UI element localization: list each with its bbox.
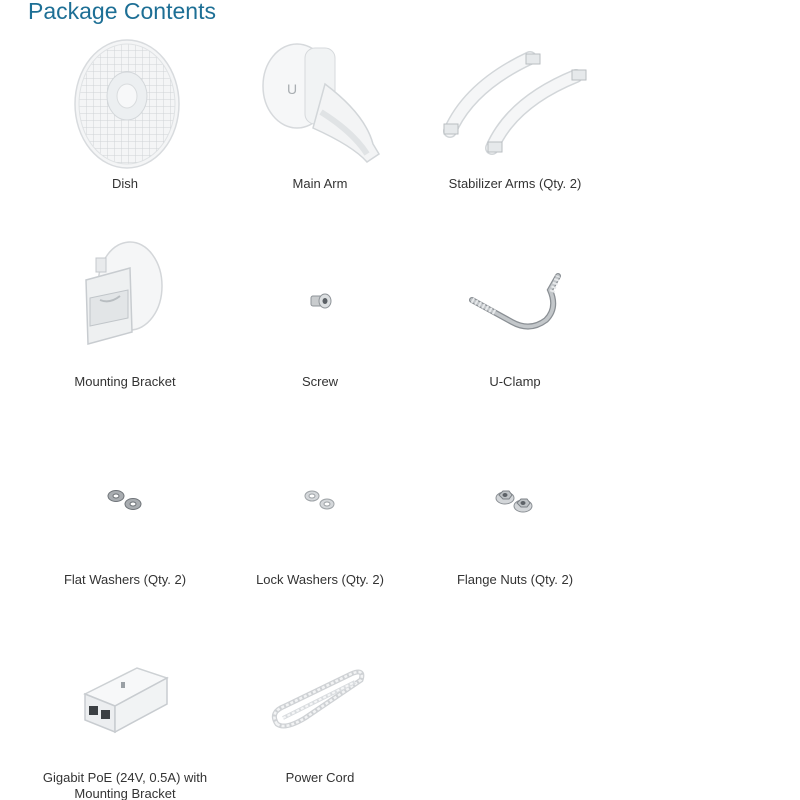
item-label: Dish (111, 176, 138, 191)
power-cord-icon (222, 662, 418, 736)
svg-text:U: U (287, 81, 298, 97)
dish-icon (27, 36, 223, 171)
screw-icon (222, 288, 418, 314)
item-label: Flange Nuts (Qty. 2) (456, 572, 574, 587)
item-label: Stabilizer Arms (Qty. 2) (448, 176, 582, 191)
mounting-bracket-icon (27, 240, 223, 365)
page-title: Package Contents (28, 0, 216, 24)
main-arm-icon (222, 36, 418, 171)
poe-adapter-icon (27, 660, 223, 736)
u-clamp-icon (417, 268, 613, 338)
stabilizer-arms-icon (417, 36, 613, 171)
item-label: Mounting Bracket (74, 374, 176, 389)
item-label: Gigabit PoE (24V, 0.5A) with Mounting Bracket (42, 770, 208, 800)
flat-washers-icon (27, 488, 223, 512)
item-label: Power Cord (285, 770, 355, 785)
item-label: U-Clamp (489, 374, 541, 389)
item-label: Lock Washers (Qty. 2) (256, 572, 384, 587)
lock-washers-icon (222, 488, 418, 512)
item-label: Screw (301, 374, 339, 389)
flange-nuts-icon (417, 486, 613, 516)
item-label: Flat Washers (Qty. 2) (63, 572, 187, 587)
item-label: Main Arm (292, 176, 348, 191)
